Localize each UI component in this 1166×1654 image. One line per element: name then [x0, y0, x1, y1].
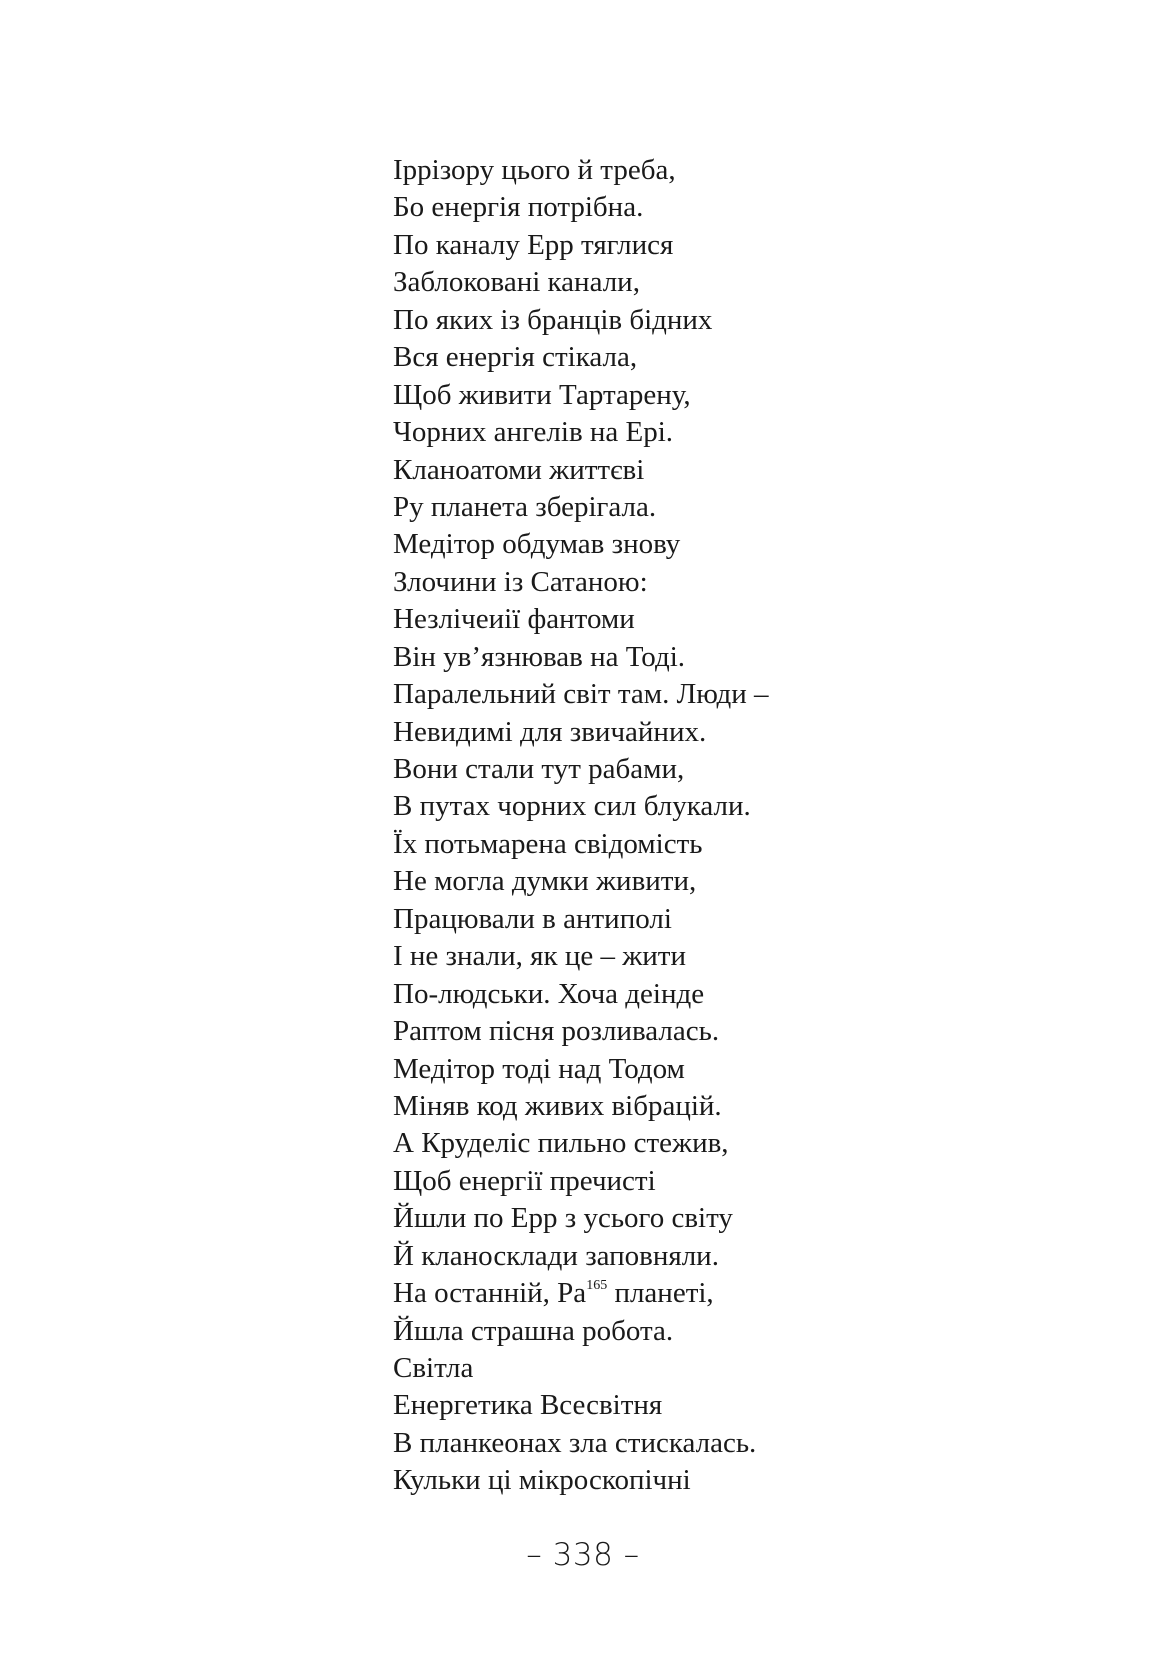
poem-line-end: планеті, [607, 1277, 714, 1310]
poem-line: Вся енергія стікала, [393, 341, 638, 374]
poem-line: Злочини із Сатаною: [393, 565, 648, 598]
poem-line: Він ув’язнював на Тоді. [393, 640, 686, 673]
poem-line: Чорних ангелів на Ері. [393, 416, 674, 449]
poem-line: Бо енергія потрібна. [393, 191, 644, 224]
poem-line: Кульки ці мікроскопічні [393, 1464, 691, 1497]
poem-line: В планкеонах зла стискалась. [393, 1426, 757, 1459]
poem-line: По-людськи. Хоча деінде [393, 977, 705, 1010]
footnote-marker[interactable]: 165 [586, 1278, 608, 1294]
poem-line: Іррізору цього й треба, [393, 154, 676, 186]
poem-line: Йшли по Ерр з усього світу [393, 1202, 733, 1235]
poem-line: Світла [393, 1352, 474, 1384]
poem-line: Медітор обдумав знову [393, 528, 681, 561]
poem-line: Енергетика Всесвітня [393, 1389, 663, 1422]
poem-line-start: На останній, Ра [393, 1277, 587, 1310]
poem-line: Медітор тоді над Тодом [393, 1052, 685, 1085]
poem-line: В путах чорних сил блукали. [393, 790, 751, 823]
poem-line: Кланоатоми життєві [393, 453, 645, 486]
poem-line: Щоб енергії пречисті [393, 1164, 656, 1197]
poem-line: По каналу Ерр тяглися [393, 228, 674, 261]
poem-line: А Круделіс пильно стежив, [393, 1127, 729, 1160]
poem-line: І не знали, як це – жити [393, 940, 686, 973]
poem-line: Їх потьмарена свідомість [393, 827, 703, 860]
poem-line: Працювали в антиполі [393, 902, 672, 935]
page-number: – 338 – [526, 1537, 640, 1573]
poem-text [393, 152, 1093, 1500]
poem-line: Паралельний світ там. Люди – [393, 678, 769, 711]
poem-line: Заблоковані канали, [393, 266, 640, 299]
poem-line: Міняв код живих вібрацій. [393, 1089, 722, 1122]
poem-line-with-footnote [393, 1275, 1093, 1312]
poem-line: По яких із бранців бідних [393, 303, 713, 336]
poem-line: Раптом пісня розливалась. [393, 1015, 720, 1048]
poem-line: Невидимі для звичайних. [393, 715, 707, 748]
poem-line: Й кланосклади заповняли. [393, 1239, 719, 1272]
poem-line: Йшла страшна робота. [393, 1314, 674, 1347]
poem-line: Щоб живити Тартарену, [393, 378, 691, 411]
poem-line: Незлічеиії фантоми [393, 603, 635, 636]
poem-line: Не могла думки живити, [393, 865, 697, 898]
poem-line: Ру планета зберігала. [393, 490, 657, 523]
poem-line: Вони стали тут рабами, [393, 753, 685, 785]
